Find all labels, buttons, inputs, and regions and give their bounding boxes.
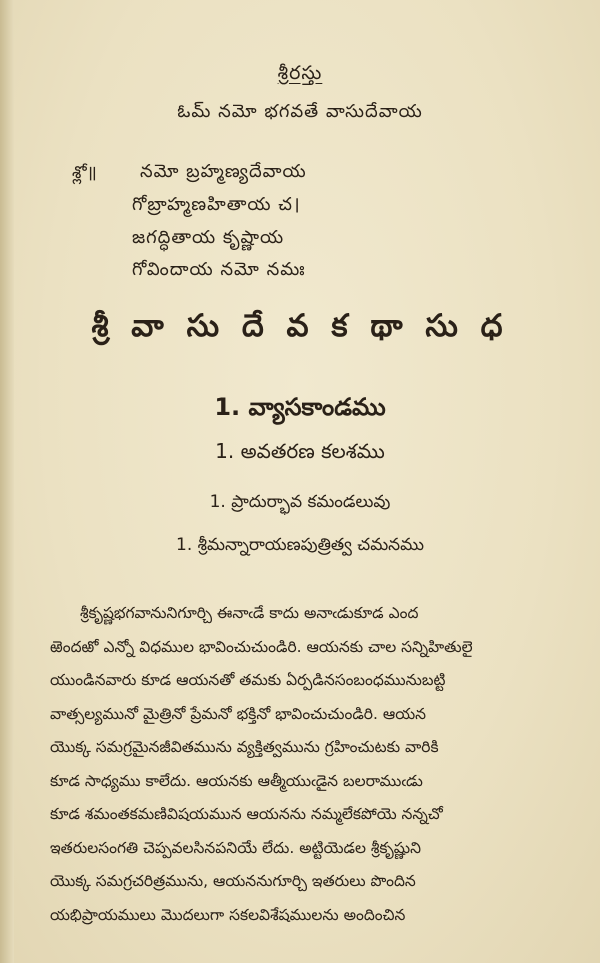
paragraph-line: యుండినవారు కూడ ఆయనతో తమకు ఏర్పడినసంబంధమునుబట్టి <box>50 671 446 689</box>
body-paragraph <box>50 597 570 932</box>
paragraph-line: కూడ శమంతకమణివిషయమున ఆయనను నమ్మలేకపోయె నన్నచో <box>50 805 443 823</box>
paragraph-line: ఇతరులసంగతి చెప్పవలసినపనియే లేదు. అట్టియెడల శ్రీకృష్ణుని <box>50 838 421 857</box>
heading-kanda: 1. వ్యాసకాండము <box>214 393 386 421</box>
paragraph-line: యభిప్రాయములు మొదలుగా సకలవిశేషములను అందించిన <box>50 905 406 924</box>
paragraph-line: కూడ సాధ్యము కాలేదు. ఆయనకు ఆత్మీయుఁడైన బలరాముఁడు <box>50 771 423 790</box>
invocation-om-namo: ఓమ్ నమో భగవతే వాసుదేవాయ <box>177 101 423 122</box>
paragraph-line: శ్రీకృష్ణభగవానునిగూర్చి ఈనాఁడే కాదు అనాఁడుకూడ ఎంద <box>80 604 419 622</box>
heading-kamandalu: 1. ప్రాదుర్భావ కమండలువు <box>209 492 391 512</box>
shloka-tag: శ్లో॥ <box>72 163 97 183</box>
shloka-line-3: జగద్ధితాయ కృష్ణాయ <box>132 227 285 248</box>
paragraph-line: యొక్క సమగ్రమైనజీవితమును వ్యక్తిత్వమును గ్రహించుటకు వారికి <box>50 738 439 756</box>
shloka-line-4: గోవిందాయ నమో నమః <box>132 259 306 280</box>
shloka-line-1: నమో బ్రహ్మణ్యదేవాయ <box>140 161 307 182</box>
paragraph-line: యొక్క సమగ్రచరిత్రమును, ఆయననుగూర్చి ఇతరులు పొందిన <box>50 872 416 890</box>
book-title: శ్రీ వా సు దే వ క థా సు ధ <box>91 308 509 344</box>
invocation-sri-rastu: శ్రీరస్తు <box>277 62 323 84</box>
paragraph-line: ఱెందఱో ఎన్నో విధముల భావించుచుండిరి. ఆయనకు చాల సన్నిహితులై <box>50 637 473 656</box>
heading-kalasha: 1. అవతరణ కలశము <box>215 439 385 463</box>
shloka-line-2: గోబ్రాహ్మణహితాయ చ। <box>132 194 301 215</box>
paragraph-line: వాత్సల్యమునో మైత్రినో ప్రేమనో భక్తినో భావించుచుండిరి. ఆయన <box>50 704 427 723</box>
page-spine-shadow <box>0 0 14 963</box>
heading-achamana: 1. శ్రీమన్నారాయణపుత్రిత్వ చమనము <box>176 535 424 555</box>
